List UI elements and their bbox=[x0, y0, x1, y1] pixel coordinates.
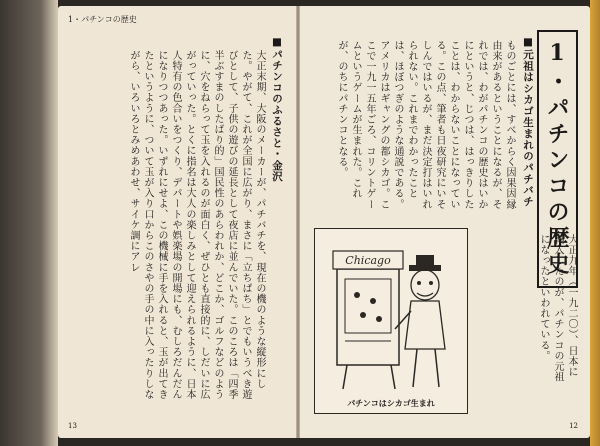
right-body-top: ものごとには、すべからく因果因縁由来があるということになるが、それでは、わがパチンコの歴史はいかにというと、じつは、はっきりしたことは、わからないことになっている。この点、筆者も日夜研究にいそしんではいるが、まだ決定打はいれられない。これまでわかったことは、ほぼつぎのような通説である。アメリカはギャングの都シカゴ。ここで一九一五年ごろ、コリントゲームというゲームが生まれた。これが、のちにパチンコとなる。 bbox=[336, 40, 515, 210]
chapter-title: 1・パチンコの歴史 bbox=[537, 30, 578, 288]
left-page bbox=[58, 6, 296, 438]
right-page bbox=[300, 6, 590, 438]
illustration-drawing bbox=[315, 229, 467, 399]
pachinko-illustration bbox=[314, 228, 468, 414]
running-head: 1・パチンコの歴史 bbox=[68, 15, 137, 24]
book-edge-right bbox=[590, 0, 600, 446]
book-edge-left bbox=[0, 0, 58, 446]
right-section-heading bbox=[521, 36, 536, 207]
right-folio: 12 bbox=[569, 422, 578, 430]
left-body-text: 大正末期、大阪のメーカーが、パチバチを、現在の機のような縦形にした。やがて、これが全国に広がり、まさに「立ちぱち」とでもいうべき遊びとして、子供の遊びの延長として夜店に並んでいた。このころは「四季半ぶすまのしたばり的」国民性のあらわれか、どこか、ゴルフなどのように、穴をねらって玉を入れるのが面白く、ぜひとも直接的に、しだいに広がっていった。とくに指名は大人の楽しみとして迎えられるように、日本人特有の色合いをつくり、デパートや娯楽場の開場にも、むしろだんだんになりつつあった。いずれにせよ、この機械に手を入れると、玉が出てきたというように、ついて玉が入り口からこのさやの手の中に入ったりしながら、いろいろとみめあわせ、サイケ調にアレ bbox=[128, 50, 265, 400]
right-section-heading-text: ■元祖はシカゴ生まれのパチバチ bbox=[522, 36, 534, 207]
left-section-heading: ■パチンコのふるさと・金沢 bbox=[271, 36, 283, 182]
right-body-bottom: 大正九年（一九二〇）、日本に輸入したのが、パチンコの元祖になったといわれている。 bbox=[538, 234, 577, 383]
chicago-sign: Chicago bbox=[345, 254, 391, 267]
illustration-caption: パチンコはシカゴ生まれ bbox=[347, 398, 435, 408]
left-folio: 13 bbox=[68, 422, 77, 430]
